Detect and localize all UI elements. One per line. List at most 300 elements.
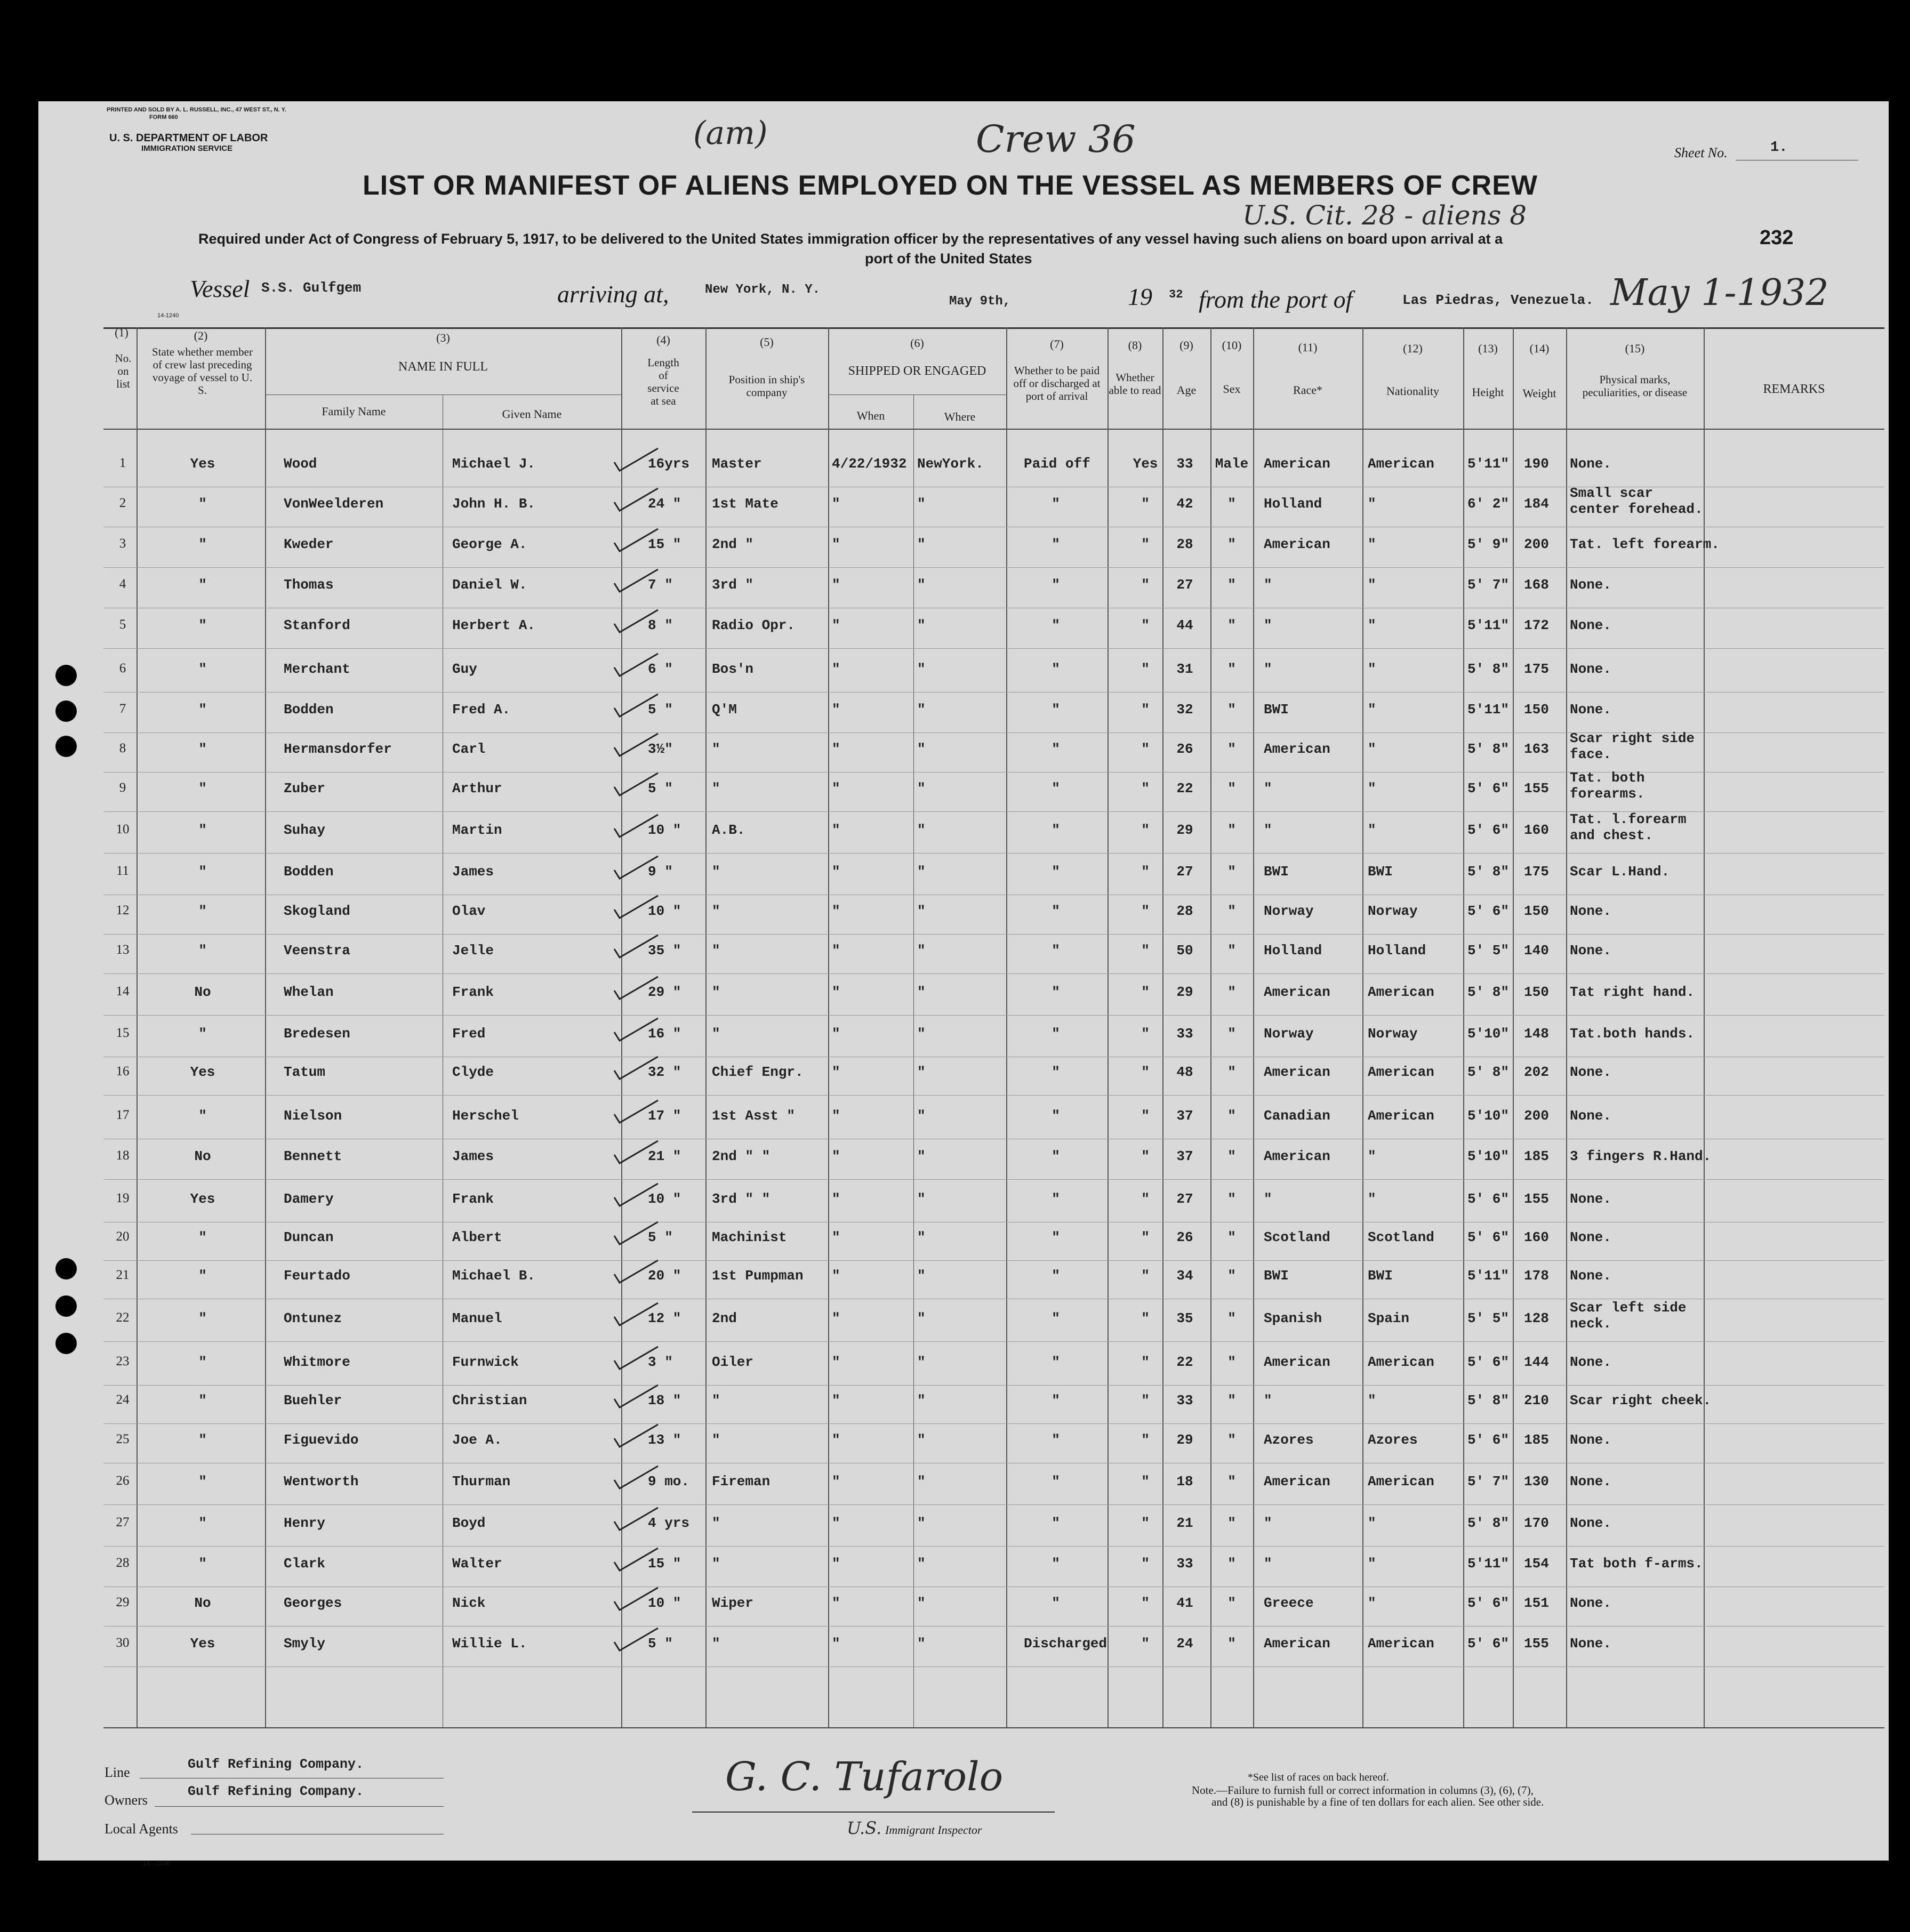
row-8-service: 3½" — [648, 741, 673, 757]
page-number: 232 — [1760, 227, 1794, 249]
row-4-marks: None. — [1570, 577, 1612, 593]
row-7-family: Bodden — [284, 702, 334, 718]
row-25-service: 13 " — [648, 1432, 681, 1448]
row-13-marks: None. — [1570, 943, 1612, 959]
row-19-nationality: " — [1368, 1191, 1376, 1207]
row-12-when: " — [832, 903, 840, 919]
check-mark-icon — [612, 1016, 660, 1043]
row-26-age: 18 — [1176, 1474, 1193, 1490]
row-10-prev: " — [198, 822, 207, 838]
department-label: U. S. DEPARTMENT OF LABOR — [109, 132, 268, 144]
row-6-given: Guy — [452, 661, 477, 677]
row-19-marks: None. — [1570, 1191, 1612, 1207]
row-20-family: Duncan — [284, 1229, 334, 1245]
row-28-when: " — [832, 1556, 840, 1572]
row-4-weight: 168 — [1524, 577, 1549, 593]
row-15-prev: " — [198, 1026, 207, 1042]
row-16-family: Tatum — [284, 1064, 326, 1080]
row-25-marks: None. — [1570, 1432, 1612, 1448]
row-1-prev: Yes — [190, 456, 215, 472]
handwritten-citizens-note: U.S. Cit. 28 - aliens 8 — [1242, 200, 1527, 231]
row-8-read: " — [1141, 741, 1150, 757]
row-19-race: " — [1264, 1191, 1272, 1207]
row-13-service: 35 " — [648, 943, 681, 959]
row-21-family: Feurtado — [284, 1268, 350, 1284]
row-8-position: " — [712, 741, 720, 757]
check-mark-icon — [612, 1258, 660, 1285]
line-label: Line — [105, 1765, 130, 1780]
row-12-given: Olav — [452, 903, 486, 919]
signature-prefix: U.S. — [847, 1818, 882, 1838]
col-divider-15 — [1513, 327, 1514, 1727]
row-16-nationality: American — [1368, 1064, 1434, 1080]
row-17-marks: None. — [1570, 1108, 1612, 1124]
row-9-race: " — [1264, 780, 1272, 796]
check-mark-icon — [612, 446, 660, 473]
col-divider-8 — [1006, 327, 1007, 1727]
owners-label: Owners — [105, 1792, 148, 1808]
row-30-age: 24 — [1176, 1636, 1193, 1652]
row-24-service: 18 " — [648, 1392, 681, 1408]
row-5-paid: " — [1052, 617, 1060, 633]
arriving-port: New York, N. Y. — [705, 283, 821, 297]
row-30-height: 5' 6" — [1467, 1636, 1510, 1652]
row-9-no: 9 — [119, 780, 126, 795]
row-24-prev: " — [198, 1392, 207, 1408]
row-28-height: 5'11" — [1467, 1556, 1510, 1572]
row-6-height: 5' 8" — [1467, 661, 1510, 677]
row-23-weight: 144 — [1524, 1354, 1549, 1370]
row-15-race: Norway — [1264, 1026, 1314, 1042]
row-4-height: 5' 7" — [1467, 577, 1510, 593]
row-10-age: 29 — [1176, 822, 1193, 838]
col-divider-5 — [705, 327, 707, 1727]
col12-header: Nationality — [1386, 384, 1439, 398]
row-10-given: Martin — [452, 822, 502, 838]
check-mark-icon — [612, 567, 660, 594]
row-2-race: Holland — [1264, 496, 1322, 512]
row-5-where: " — [917, 617, 926, 633]
row-2-marks: Small scar center forehead. — [1570, 485, 1703, 517]
row-23-no: 23 — [116, 1354, 130, 1368]
row-1-when: 4/22/1932 — [832, 456, 907, 472]
row-3-paid: " — [1052, 536, 1060, 552]
col13-number: (13) — [1478, 342, 1498, 355]
row-20-height: 5' 6" — [1467, 1229, 1510, 1245]
row-5-nationality: " — [1368, 617, 1376, 633]
row-2-read: " — [1141, 496, 1150, 512]
col-divider-9 — [1108, 327, 1109, 1727]
row-27-paid: " — [1052, 1515, 1060, 1531]
row-11-read: " — [1141, 864, 1150, 880]
row-17-prev: " — [198, 1108, 207, 1124]
row-12-marks: None. — [1570, 903, 1612, 919]
col4-number: (4) — [656, 333, 670, 347]
row-15-when: " — [832, 1026, 840, 1042]
row-19-service: 10 " — [648, 1191, 681, 1207]
row-14-marks: Tat right hand. — [1570, 984, 1695, 1000]
row-7-where: " — [917, 702, 926, 718]
col5-number: (5) — [760, 335, 774, 349]
row-15-sex: " — [1227, 1026, 1236, 1042]
row-6-service: 6 " — [648, 661, 673, 677]
row-28-weight: 154 — [1524, 1556, 1549, 1572]
row-4-age: 27 — [1176, 577, 1193, 593]
check-mark-icon — [612, 1422, 660, 1449]
row-12-family: Skogland — [284, 903, 350, 919]
row-27-service: 4 yrs — [648, 1515, 690, 1531]
col9-header: Age — [1176, 383, 1197, 397]
row-5-family: Stanford — [284, 617, 350, 633]
row-19-weight: 155 — [1524, 1191, 1549, 1207]
row-14-when: " — [832, 984, 840, 1000]
row-26-nationality: American — [1368, 1474, 1434, 1490]
row-13-paid: " — [1052, 943, 1060, 959]
row-6-weight: 175 — [1524, 661, 1549, 677]
row-18-paid: " — [1052, 1148, 1060, 1164]
row-5-race: " — [1264, 617, 1272, 633]
row-25-sex: " — [1227, 1432, 1236, 1448]
row-12-position: " — [712, 903, 720, 919]
row-27-age: 21 — [1176, 1515, 1193, 1531]
row-16-read: " — [1141, 1064, 1150, 1080]
check-mark-icon — [612, 975, 660, 1001]
row-1-sex: Male — [1215, 456, 1249, 472]
row-11-height: 5' 8" — [1467, 864, 1510, 880]
row-20-service: 5 " — [648, 1229, 673, 1245]
service-label: IMMIGRATION SERVICE — [141, 144, 233, 153]
row-1-marks: None. — [1570, 456, 1612, 472]
row-30-prev: Yes — [190, 1636, 215, 1652]
row-18-given: James — [452, 1148, 494, 1164]
row-26-paid: " — [1052, 1474, 1060, 1490]
row-20-nationality: Scotland — [1368, 1229, 1434, 1245]
row-27-sex: " — [1227, 1515, 1236, 1531]
row-20-paid: " — [1052, 1229, 1060, 1245]
row-rule — [103, 934, 1884, 935]
header-bottom-rule — [103, 429, 1884, 430]
row-5-position: Radio Opr. — [712, 617, 796, 633]
row-29-family: Georges — [284, 1595, 342, 1611]
row-26-weight: 130 — [1524, 1474, 1549, 1490]
row-14-race: American — [1264, 984, 1330, 1000]
row-5-read: " — [1141, 617, 1150, 633]
row-23-height: 5' 6" — [1467, 1354, 1510, 1370]
row-14-nationality: American — [1368, 984, 1434, 1000]
row-24-sex: " — [1227, 1392, 1236, 1408]
row-7-no: 7 — [119, 702, 126, 716]
row-21-marks: None. — [1570, 1268, 1612, 1284]
col11-number: (11) — [1298, 341, 1318, 354]
check-mark-icon — [612, 1054, 660, 1081]
row-20-no: 20 — [116, 1229, 130, 1244]
row-3-family: Kweder — [284, 536, 334, 552]
year-suffix: 32 — [1169, 288, 1183, 301]
row-10-family: Suhay — [284, 822, 326, 838]
row-5-sex: " — [1227, 617, 1236, 633]
row-22-weight: 128 — [1524, 1310, 1549, 1326]
row-12-race: Norway — [1264, 903, 1314, 919]
row-16-race: American — [1264, 1064, 1330, 1080]
row-26-no: 26 — [116, 1474, 130, 1488]
row-16-sex: " — [1227, 1064, 1236, 1080]
row-25-where: " — [917, 1432, 926, 1448]
row-rule — [103, 1626, 1884, 1627]
row-30-no: 30 — [116, 1636, 130, 1650]
row-1-service: 16yrs — [648, 456, 690, 472]
row-23-service: 3 " — [648, 1354, 673, 1370]
subtitle-line-2: port of the United States — [865, 251, 1032, 267]
form-code: 14-1240 — [157, 312, 179, 319]
row-6-family: Merchant — [284, 661, 350, 677]
row-26-height: 5' 7" — [1467, 1474, 1510, 1490]
row-12-service: 10 " — [648, 903, 681, 919]
row-14-height: 5' 8" — [1467, 984, 1510, 1000]
row-20-prev: " — [198, 1229, 207, 1245]
row-29-when: " — [832, 1595, 840, 1611]
row-11-given: James — [452, 864, 494, 880]
row-2-age: 42 — [1176, 496, 1193, 512]
row-12-height: 5' 6" — [1467, 903, 1510, 919]
row-19-age: 27 — [1176, 1191, 1193, 1207]
row-13-position: " — [712, 943, 720, 959]
col6-number: (6) — [910, 336, 924, 350]
signature-line — [692, 1812, 1055, 1813]
row-16-height: 5' 8" — [1467, 1064, 1510, 1080]
col-divider-16 — [1566, 327, 1567, 1727]
row-15-weight: 148 — [1524, 1026, 1549, 1042]
row-30-where: " — [917, 1636, 926, 1652]
row-16-paid: " — [1052, 1064, 1060, 1080]
row-26-sex: " — [1227, 1474, 1236, 1490]
row-29-service: 10 " — [648, 1595, 681, 1611]
col3-given-header: Given Name — [502, 407, 562, 421]
row-15-read: " — [1141, 1026, 1150, 1042]
row-21-read: " — [1141, 1268, 1150, 1284]
row-29-height: 5' 6" — [1467, 1595, 1510, 1611]
subtitle-line-1: Required under Act of Congress of February 5, 1917, to be delivered to the United States immigration officer by the representatives of any vessel having such aliens on board upon arrival at a — [198, 231, 1503, 247]
remarks-header: REMARKS — [1763, 382, 1825, 396]
form-number: FORM 660 — [149, 114, 178, 120]
row-15-service: 16 " — [648, 1026, 681, 1042]
row-22-where: " — [917, 1310, 926, 1326]
row-21-sex: " — [1227, 1268, 1236, 1284]
col12-number: (12) — [1403, 342, 1423, 355]
row-15-height: 5'10" — [1467, 1026, 1510, 1042]
row-8-weight: 163 — [1524, 741, 1549, 757]
row-6-position: Bos'n — [712, 661, 754, 677]
row-27-marks: None. — [1570, 1515, 1612, 1531]
row-17-no: 17 — [116, 1108, 130, 1122]
inspector-signature: G. C. Tufarolo — [725, 1754, 1004, 1800]
row-17-given: Herschel — [452, 1108, 519, 1124]
col10-number: (10) — [1222, 339, 1242, 352]
check-mark-icon — [612, 486, 660, 513]
check-mark-icon — [612, 651, 660, 678]
row-26-where: " — [917, 1474, 926, 1490]
row-3-prev: " — [198, 536, 207, 552]
row-24-height: 5' 8" — [1467, 1392, 1510, 1408]
row-11-paid: " — [1052, 864, 1060, 880]
footer-note-line-2: and (8) is punishable by a fine of ten dollars for each alien. See other side. — [1211, 1796, 1544, 1808]
row-14-prev: No — [194, 984, 211, 1000]
row-26-race: American — [1264, 1474, 1330, 1490]
row-7-race: BWI — [1264, 702, 1289, 718]
row-2-given: John H. B. — [452, 496, 536, 512]
row-13-race: Holland — [1264, 943, 1322, 959]
row-1-read: Yes — [1133, 456, 1158, 472]
row-21-race: BWI — [1264, 1268, 1289, 1284]
row-22-no: 22 — [116, 1310, 130, 1325]
row-12-no: 12 — [116, 903, 130, 917]
row-24-weight: 210 — [1524, 1392, 1549, 1408]
row-13-age: 50 — [1176, 943, 1193, 959]
row-21-no: 21 — [116, 1268, 130, 1282]
row-23-family: Whitmore — [284, 1354, 350, 1370]
row-22-read: " — [1141, 1310, 1150, 1326]
row-2-nationality: " — [1368, 496, 1376, 512]
arriving-label: arriving at, — [557, 280, 669, 308]
row-28-position: " — [712, 1556, 720, 1572]
row-1-height: 5'11" — [1467, 456, 1510, 472]
row-13-where: " — [917, 943, 926, 959]
row-24-race: " — [1264, 1392, 1272, 1408]
row-1-given: Michael J. — [452, 456, 536, 472]
row-6-when: " — [832, 661, 840, 677]
check-mark-icon — [612, 893, 660, 920]
row-30-family: Smyly — [284, 1636, 326, 1652]
row-12-weight: 150 — [1524, 903, 1549, 919]
row-12-prev: " — [198, 903, 207, 919]
row-23-when: " — [832, 1354, 840, 1370]
row-7-height: 5'11" — [1467, 702, 1510, 718]
row-10-service: 10 " — [648, 822, 681, 838]
row-17-position: 1st Asst " — [712, 1108, 796, 1124]
row-1-no: 1 — [119, 456, 126, 470]
row-15-age: 33 — [1176, 1026, 1193, 1042]
row-9-sex: " — [1227, 780, 1236, 796]
row-23-position: Oiler — [712, 1354, 754, 1370]
row-12-sex: " — [1227, 903, 1236, 919]
row-27-nationality: " — [1368, 1515, 1376, 1531]
row-29-read: " — [1141, 1595, 1150, 1611]
col11-header: Race* — [1293, 383, 1322, 397]
row-19-no: 19 — [116, 1191, 130, 1205]
row-18-nationality: " — [1368, 1148, 1376, 1164]
col6-where-header: Where — [944, 410, 976, 423]
row-6-prev: " — [198, 661, 207, 677]
row-3-when: " — [832, 536, 840, 552]
col15-number: (15) — [1625, 342, 1645, 355]
row-14-family: Whelan — [284, 984, 334, 1000]
row-21-prev: " — [198, 1268, 207, 1284]
row-21-given: Michael B. — [452, 1268, 536, 1284]
row-20-given: Albert — [452, 1229, 502, 1245]
row-6-age: 31 — [1176, 661, 1193, 677]
row-17-nationality: American — [1368, 1108, 1434, 1124]
row-3-nationality: " — [1368, 536, 1376, 552]
sheet-label: Sheet No. — [1674, 145, 1728, 160]
row-1-position: Master — [712, 456, 762, 472]
row-9-read: " — [1141, 780, 1150, 796]
row-25-read: " — [1141, 1432, 1150, 1448]
row-25-position: " — [712, 1432, 720, 1448]
row-18-marks: 3 fingers R.Hand. — [1570, 1148, 1712, 1164]
row-25-race: Azores — [1264, 1432, 1314, 1448]
row-14-no: 14 — [116, 984, 130, 999]
row-5-marks: None. — [1570, 617, 1612, 633]
row-rule — [103, 853, 1884, 854]
row-16-when: " — [832, 1064, 840, 1080]
row-14-position: " — [712, 984, 720, 1000]
row-8-family: Hermansdorfer — [284, 741, 392, 757]
row-4-no: 4 — [119, 577, 126, 591]
arrival-date: May 9th, — [949, 294, 1011, 309]
table-top-rule — [103, 327, 1884, 329]
row-3-no: 3 — [119, 536, 126, 551]
row-25-family: Figuevido — [284, 1432, 359, 1448]
row-22-sex: " — [1227, 1310, 1236, 1326]
row-23-paid: " — [1052, 1354, 1060, 1370]
row-18-age: 37 — [1176, 1148, 1193, 1164]
row-11-sex: " — [1227, 864, 1236, 880]
row-rule — [103, 973, 1884, 974]
row-22-service: 12 " — [648, 1310, 681, 1326]
row-28-marks: Tat both f-arms. — [1570, 1556, 1703, 1572]
row-8-paid: " — [1052, 741, 1060, 757]
row-6-read: " — [1141, 661, 1150, 677]
col14-number: (14) — [1529, 342, 1550, 355]
row-19-read: " — [1141, 1191, 1150, 1207]
col3-number: (3) — [436, 331, 450, 344]
line-value: Gulf Refining Company. — [188, 1757, 364, 1772]
row-6-nationality: " — [1368, 661, 1376, 677]
row-26-read: " — [1141, 1474, 1150, 1490]
col1-header: No. on list — [115, 352, 132, 390]
row-2-service: 24 " — [648, 496, 681, 512]
row-3-read: " — [1141, 536, 1150, 552]
row-23-prev: " — [198, 1354, 207, 1370]
row-8-marks: Scar right side face. — [1570, 730, 1695, 762]
row-9-weight: 155 — [1524, 780, 1549, 796]
row-13-prev: " — [198, 943, 207, 959]
row-21-weight: 178 — [1524, 1268, 1549, 1284]
row-24-read: " — [1141, 1392, 1150, 1408]
row-25-weight: 185 — [1524, 1432, 1549, 1448]
row-30-nationality: American — [1368, 1636, 1434, 1652]
row-24-family: Buehler — [284, 1392, 342, 1408]
row-4-sex: " — [1227, 577, 1236, 593]
row-13-height: 5' 5" — [1467, 943, 1510, 959]
row-22-race: Spanish — [1264, 1310, 1322, 1326]
row-8-prev: " — [198, 741, 207, 757]
row-2-sex: " — [1227, 496, 1236, 512]
col2-header: State whether member of crew last preceding voyage of vessel to U. S. — [152, 345, 253, 397]
row-24-paid: " — [1052, 1392, 1060, 1408]
row-11-prev: " — [198, 864, 207, 880]
row-29-race: Greece — [1264, 1595, 1314, 1611]
row-22-marks: Scar left side neck. — [1570, 1300, 1687, 1332]
row-22-age: 35 — [1176, 1310, 1193, 1326]
row-9-height: 5' 6" — [1467, 780, 1510, 796]
row-4-where: " — [917, 577, 926, 593]
row-2-prev: " — [198, 496, 207, 512]
row-4-when: " — [832, 577, 840, 593]
row-9-where: " — [917, 780, 926, 796]
row-30-read: " — [1141, 1636, 1150, 1652]
row-4-paid: " — [1052, 577, 1060, 593]
col-divider-13 — [1362, 327, 1363, 1727]
